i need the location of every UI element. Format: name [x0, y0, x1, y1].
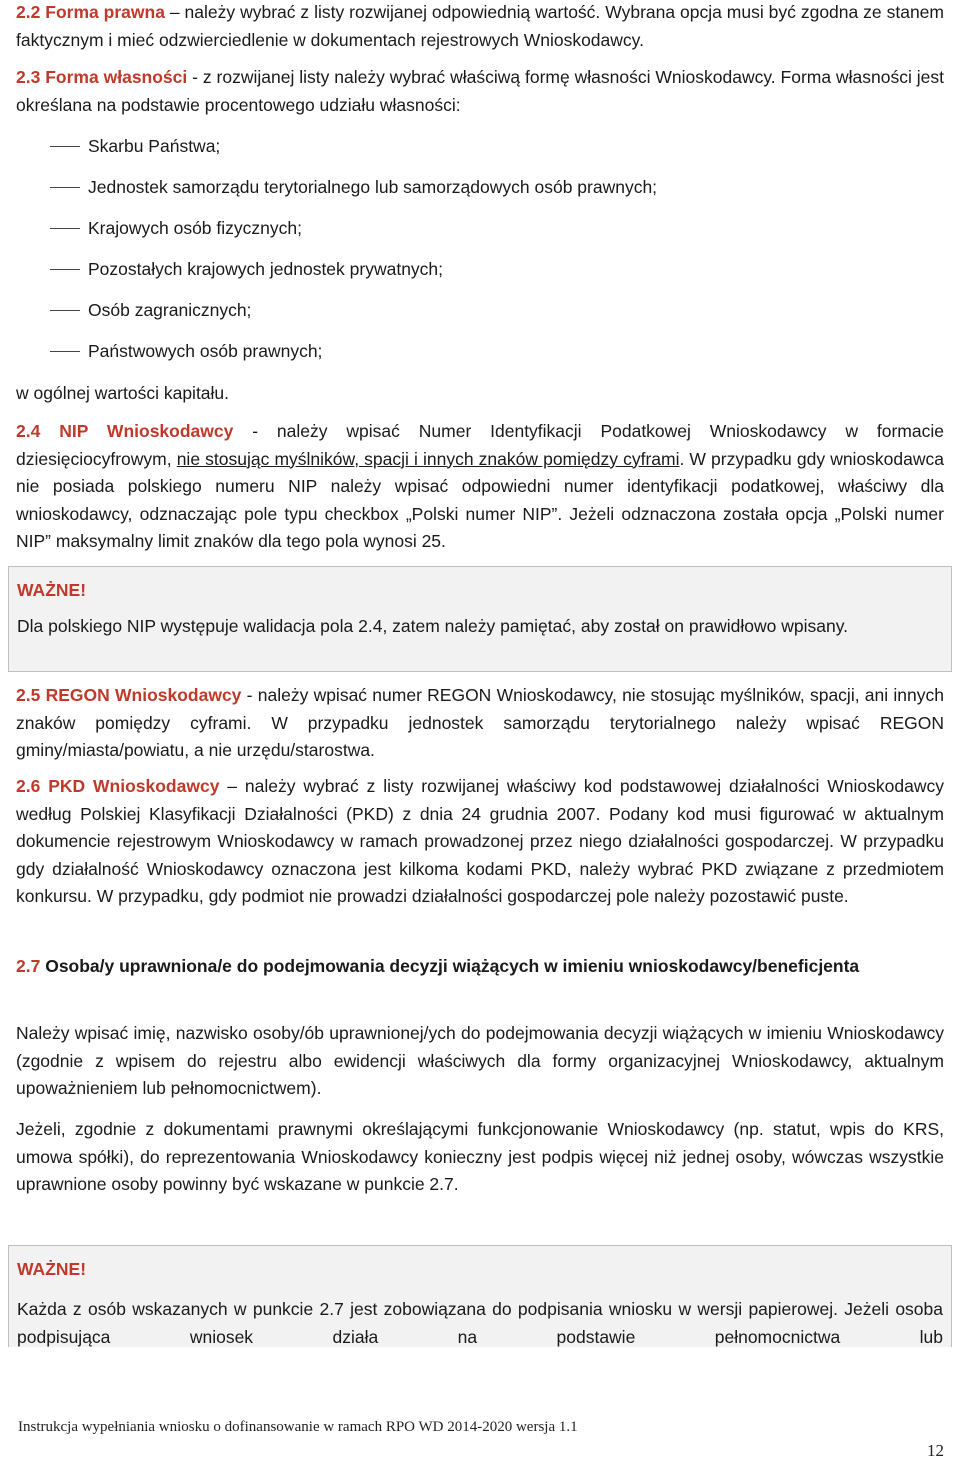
note-label: WAŻNE! [17, 1259, 87, 1279]
list-item: Osób zagranicznych; [16, 290, 944, 331]
section-title: NIP Wnioskodawcy [59, 421, 234, 441]
section-number: 2.4 [16, 421, 41, 441]
dash-bullet-icon [50, 187, 80, 188]
list-item: Pozostałych krajowych jednostek prywatnych; [16, 249, 944, 290]
section-text: - należy wpisać numer REGON Wnioskodawcy, nie stosując myślników, spacji, ani innych znaków pomiędzy cyframi. W przypadku jednostek samorządu terytorialnego należy wpisać REGON gminy/miasta/powiatu, a nie urzędu/starostwa. [16, 685, 944, 760]
list-item: Skarbu Państwa; [16, 126, 944, 167]
underlined-rule: nie stosując myślników, spacji i innych znaków pomiędzy cyframi [176, 448, 680, 469]
section-title: Forma własności [45, 67, 188, 87]
section-2-3 [16, 64, 944, 119]
list-item: Jednostek samorządu terytorialnego lub samorządowych osób prawnych; [16, 167, 944, 208]
dash-bullet-icon [50, 351, 80, 352]
section-2-4: 2.4 NIP Wnioskodawcy - należy wpisać Numer Identyfikacji Podatkowej Wnioskodawcy w formacie dziesięciocyfrowym, nie stosując myślników, spacji i innych znaków pomiędzy cyframi. W przypadku gdy wnioskodawca nie posiada polskiego numeru NIP należy wpisać odpowiedni numer identyfikacji podatkowej, właściwy dla wnioskodawcy, odznaczając pole typu checkbox „Polski numer NIP”. Jeżeli odznaczona została opcja „Polski numer NIP” maksymalny limit znaków dla tego pola wynosi 25. [16, 421, 944, 551]
note-label: WAŻNE! [17, 580, 87, 600]
section-number: 2.3 [16, 67, 41, 87]
note-text: Każda z osób wskazanych w punkcie 2.7 jest zobowiązana do podpisania wniosku w wersji papierowej. Jeżeli osoba podpisująca wniosek działa na podstawie pełnomocnictwa lub [17, 1299, 943, 1347]
note-text: Dla polskiego NIP występuje walidacja pola 2.4, zatem należy pamiętać, aby został on prawidłowo wpisany. [17, 616, 849, 636]
ownership-list [16, 126, 944, 372]
important-note-2 [8, 1245, 952, 1347]
dash-bullet-icon [50, 228, 80, 229]
section-2-5 [16, 682, 944, 765]
section-2-6 [16, 773, 944, 911]
section-text: - z rozwijanej listy należy wybrać właściwą formę własności Wnioskodawcy. Forma własności jest określana na podstawie procentowego udziału własności: [16, 67, 944, 115]
section-2-2 [16, 0, 944, 54]
section-title: REGON Wnioskodawcy [45, 685, 242, 705]
important-note [8, 566, 952, 672]
dash-bullet-icon [50, 269, 80, 270]
section-2-7-p1: Należy wpisać imię, nazwisko osoby/ób uprawnionej/ych do podejmowania decyzji wiążących w imieniu Wnioskodawcy (zgodnie z wpisem do rejestru albo ewidencji właściwych dla formy organizacyjnej Wnioskodawcy, aktualnym upoważnieniem lub pełnomocnictwem). [16, 1023, 944, 1098]
list-item: Krajowych osób fizycznych; [16, 208, 944, 249]
dash-bullet-icon [50, 146, 80, 147]
section-number: 2.2 [16, 2, 41, 22]
section-2-7-p2: Jeżeli, zgodnie z dokumentami prawnymi określającymi funkcjonowanie Wnioskodawcy (np. statut, wpis do KRS, umowa spółki), do reprezentowania Wnioskodawcy konieczny jest podpis więcej niż jednej osoby, wówczas wszystkie uprawnione osoby powinny być wskazane w punkcie 2.7. [16, 1119, 944, 1194]
ownership-tail: w ogólnej wartości kapitału. [16, 383, 230, 403]
page-number: 12 [927, 1441, 944, 1460]
section-title: PKD Wnioskodawcy [48, 776, 220, 796]
section-2-7-heading [16, 953, 944, 981]
section-text: – należy wybrać z listy rozwijanej właściwy kod podstawowej działalności Wnioskodawcy według Polskiej Klasyfikacji Działalności (PKD) z dnia 24 grudnia 2007. Podany kod musi figurować w aktualnym dokumencie rejestrowym Wnioskodawcy w ramach prowadzonej przez niego działalności gospodarczej. W przypadku gdy działalność Wnioskodawcy oznaczona jest kilkoma kodami PKD, należy wybrać PKD związane z przedmiotem konkursu. W przypadku, gdy podmiot nie prowadzi działalności gospodarczej pole należy pozostawić puste. [16, 776, 944, 906]
section-text: – należy wybrać z listy rozwijanej odpowiednią wartość. Wybrana opcja musi być zgodna ze stanem faktycznym i mieć odzwierciedlenie w dokumentach rejestrowych Wnioskodawcy. [16, 2, 944, 50]
section-number: 2.5 [16, 685, 41, 705]
page-footer: Instrukcja wypełniania wniosku o dofinansowanie w ramach RPO WD 2014-2020 wersja 1.1 [18, 1419, 578, 1435]
list-item: Państwowych osób prawnych; [16, 331, 944, 372]
section-number: 2.7 [16, 956, 41, 976]
section-title: Forma prawna [45, 2, 165, 22]
section-title: Osoba/y uprawniona/e do podejmowania decyzji wiążących w imieniu wnioskodawcy/beneficjenta [45, 956, 860, 976]
section-number: 2.6 [16, 776, 41, 796]
dash-bullet-icon [50, 310, 80, 311]
